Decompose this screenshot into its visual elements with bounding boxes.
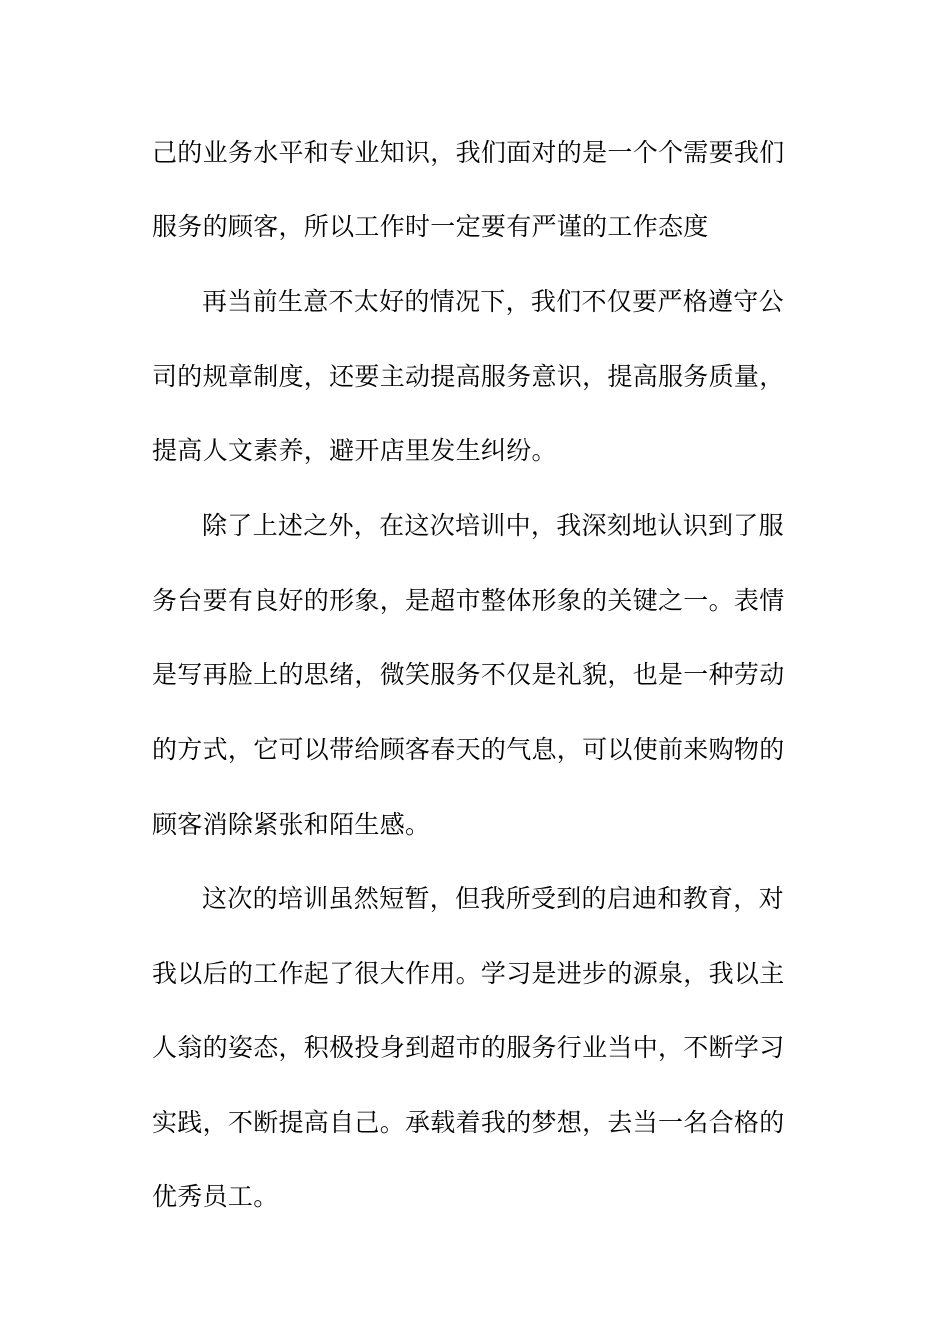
paragraph-1-line-2: 服务的顾客，所以工作时一定要有严谨的工作态度 <box>152 212 709 241</box>
paragraph-2-line-3: 提高人文素养，避开店里发生纠纷。 <box>152 436 557 465</box>
paragraph-4-line-3: 人翁的姿态，积极投身到超市的服务行业当中，不断学习 <box>152 1033 785 1062</box>
paragraph-2-line-2: 司的规章制度，还要主动提高服务意识，提高服务质量， <box>152 362 785 391</box>
paragraph-3-line-5: 顾客消除紧张和陌生感。 <box>152 810 431 839</box>
paragraph-3-line-1: 除了上述之外，在这次培训中，我深刻地认识到了服 <box>202 511 784 540</box>
paragraph-1-line-1: 己的业务水平和专业知识，我们面对的是一个个需要我们 <box>152 138 785 167</box>
paragraph-3-line-2: 务台要有良好的形象，是超市整体形象的关键之一。表情 <box>152 586 785 615</box>
paragraph-4-line-1: 这次的培训虽然短暂，但我所受到的启迪和教育，对 <box>202 884 784 913</box>
paragraph-3-line-4: 的方式，它可以带给顾客春天的气息，可以使前来购物的 <box>152 735 785 764</box>
paragraph-4-line-4: 实践，不断提高自己。承载着我的梦想，去当一名合格的 <box>152 1108 785 1137</box>
paragraph-3-line-3: 是写再脸上的思绪，微笑服务不仅是礼貌，也是一种劳动 <box>152 660 785 689</box>
paragraph-2-line-1: 再当前生意不太好的情况下，我们不仅要严格遵守公 <box>202 287 784 316</box>
paragraph-4-line-5: 优秀员工。 <box>152 1182 279 1211</box>
paragraph-4-line-2: 我以后的工作起了很大作用。学习是进步的源泉，我以主 <box>152 959 785 988</box>
